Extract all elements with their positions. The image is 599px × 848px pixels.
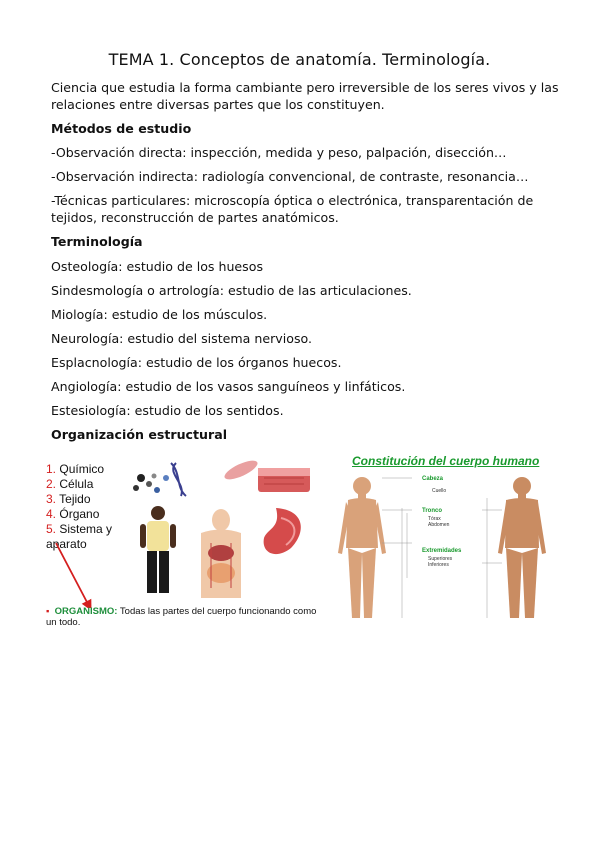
terminologia-item: Angiología: estudio de los vasos sanguíneos y linfáticos. — [51, 379, 406, 394]
body-back-icon — [498, 477, 546, 618]
organismo-key: ORGANISMO: — [54, 606, 118, 617]
organismo-note — [46, 606, 326, 628]
tissue-icon — [258, 468, 310, 492]
person-icon — [140, 506, 176, 593]
body-front-icon — [338, 477, 386, 618]
organ-system-icon — [201, 509, 241, 598]
arrow-icon — [56, 543, 89, 606]
metodo-item: -Observación indirecta: radiología convencional, de contraste, resonancia… — [51, 169, 529, 184]
bullet-icon: ▪ — [46, 606, 50, 617]
terminologia-item: Estesiología: estudio de los sentidos. — [51, 403, 284, 418]
level-item: 4. Órgano — [46, 507, 100, 521]
body-constitution-figure — [322, 448, 550, 633]
region-label: Extremidades — [422, 548, 462, 554]
terminologia-item: Osteología: estudio de los huesos — [51, 259, 264, 274]
terminologia-item: Miología: estudio de los músculos. — [51, 307, 268, 322]
metodo-item: -Técnicas particulares: microscopía óptica o electrónica, transparentación de tejidos, reconstrucción de partes anatómicos. — [51, 193, 534, 225]
intro-paragraph: Ciencia que estudia la forma cambiante pero irreversible de los seres vivos y las relaciones entre diversas partes que los constituyen. — [51, 80, 559, 112]
region-parts: Cuello — [432, 488, 447, 494]
level-item: 5. Sistema y — [46, 522, 113, 536]
page-title: TEMA 1. Conceptos de anatomía. Terminología. — [108, 50, 491, 69]
molecule-icon — [133, 463, 186, 496]
region-parts: Tórax Abdomen — [428, 516, 450, 528]
cell-icon — [222, 457, 260, 483]
metodos-heading: Métodos de estudio — [51, 121, 192, 136]
region-label: Tronco — [422, 508, 443, 514]
levels-of-organization-figure — [36, 448, 320, 633]
level-item: 2. Célula — [46, 477, 94, 491]
figure-title: Constitución del cuerpo humano — [352, 454, 540, 468]
region-parts: Superiores Inferiores — [428, 556, 453, 568]
organismo-text: Todas las partes del cuerpo funcionando como un todo. — [46, 606, 317, 628]
terminologia-item: Sindesmología o artrología: estudio de las articulaciones. — [51, 283, 412, 298]
terminologia-heading: Terminología — [51, 234, 143, 249]
level-item: 3. Tejido — [46, 492, 91, 506]
level-item: 1. Químico — [46, 462, 105, 476]
terminologia-item: Neurología: estudio del sistema nervioso. — [51, 331, 313, 346]
organ-icon — [264, 508, 301, 554]
level-item-continuation: aparato — [46, 537, 87, 551]
region-label: Cabeza — [422, 476, 444, 482]
terminologia-item: Esplacnología: estudio de los órganos huecos. — [51, 355, 342, 370]
organizacion-heading: Organización estructural — [51, 427, 228, 442]
metodo-item: -Observación directa: inspección, medida y peso, palpación, disección… — [51, 145, 507, 160]
organization-illustration — [36, 448, 320, 608]
